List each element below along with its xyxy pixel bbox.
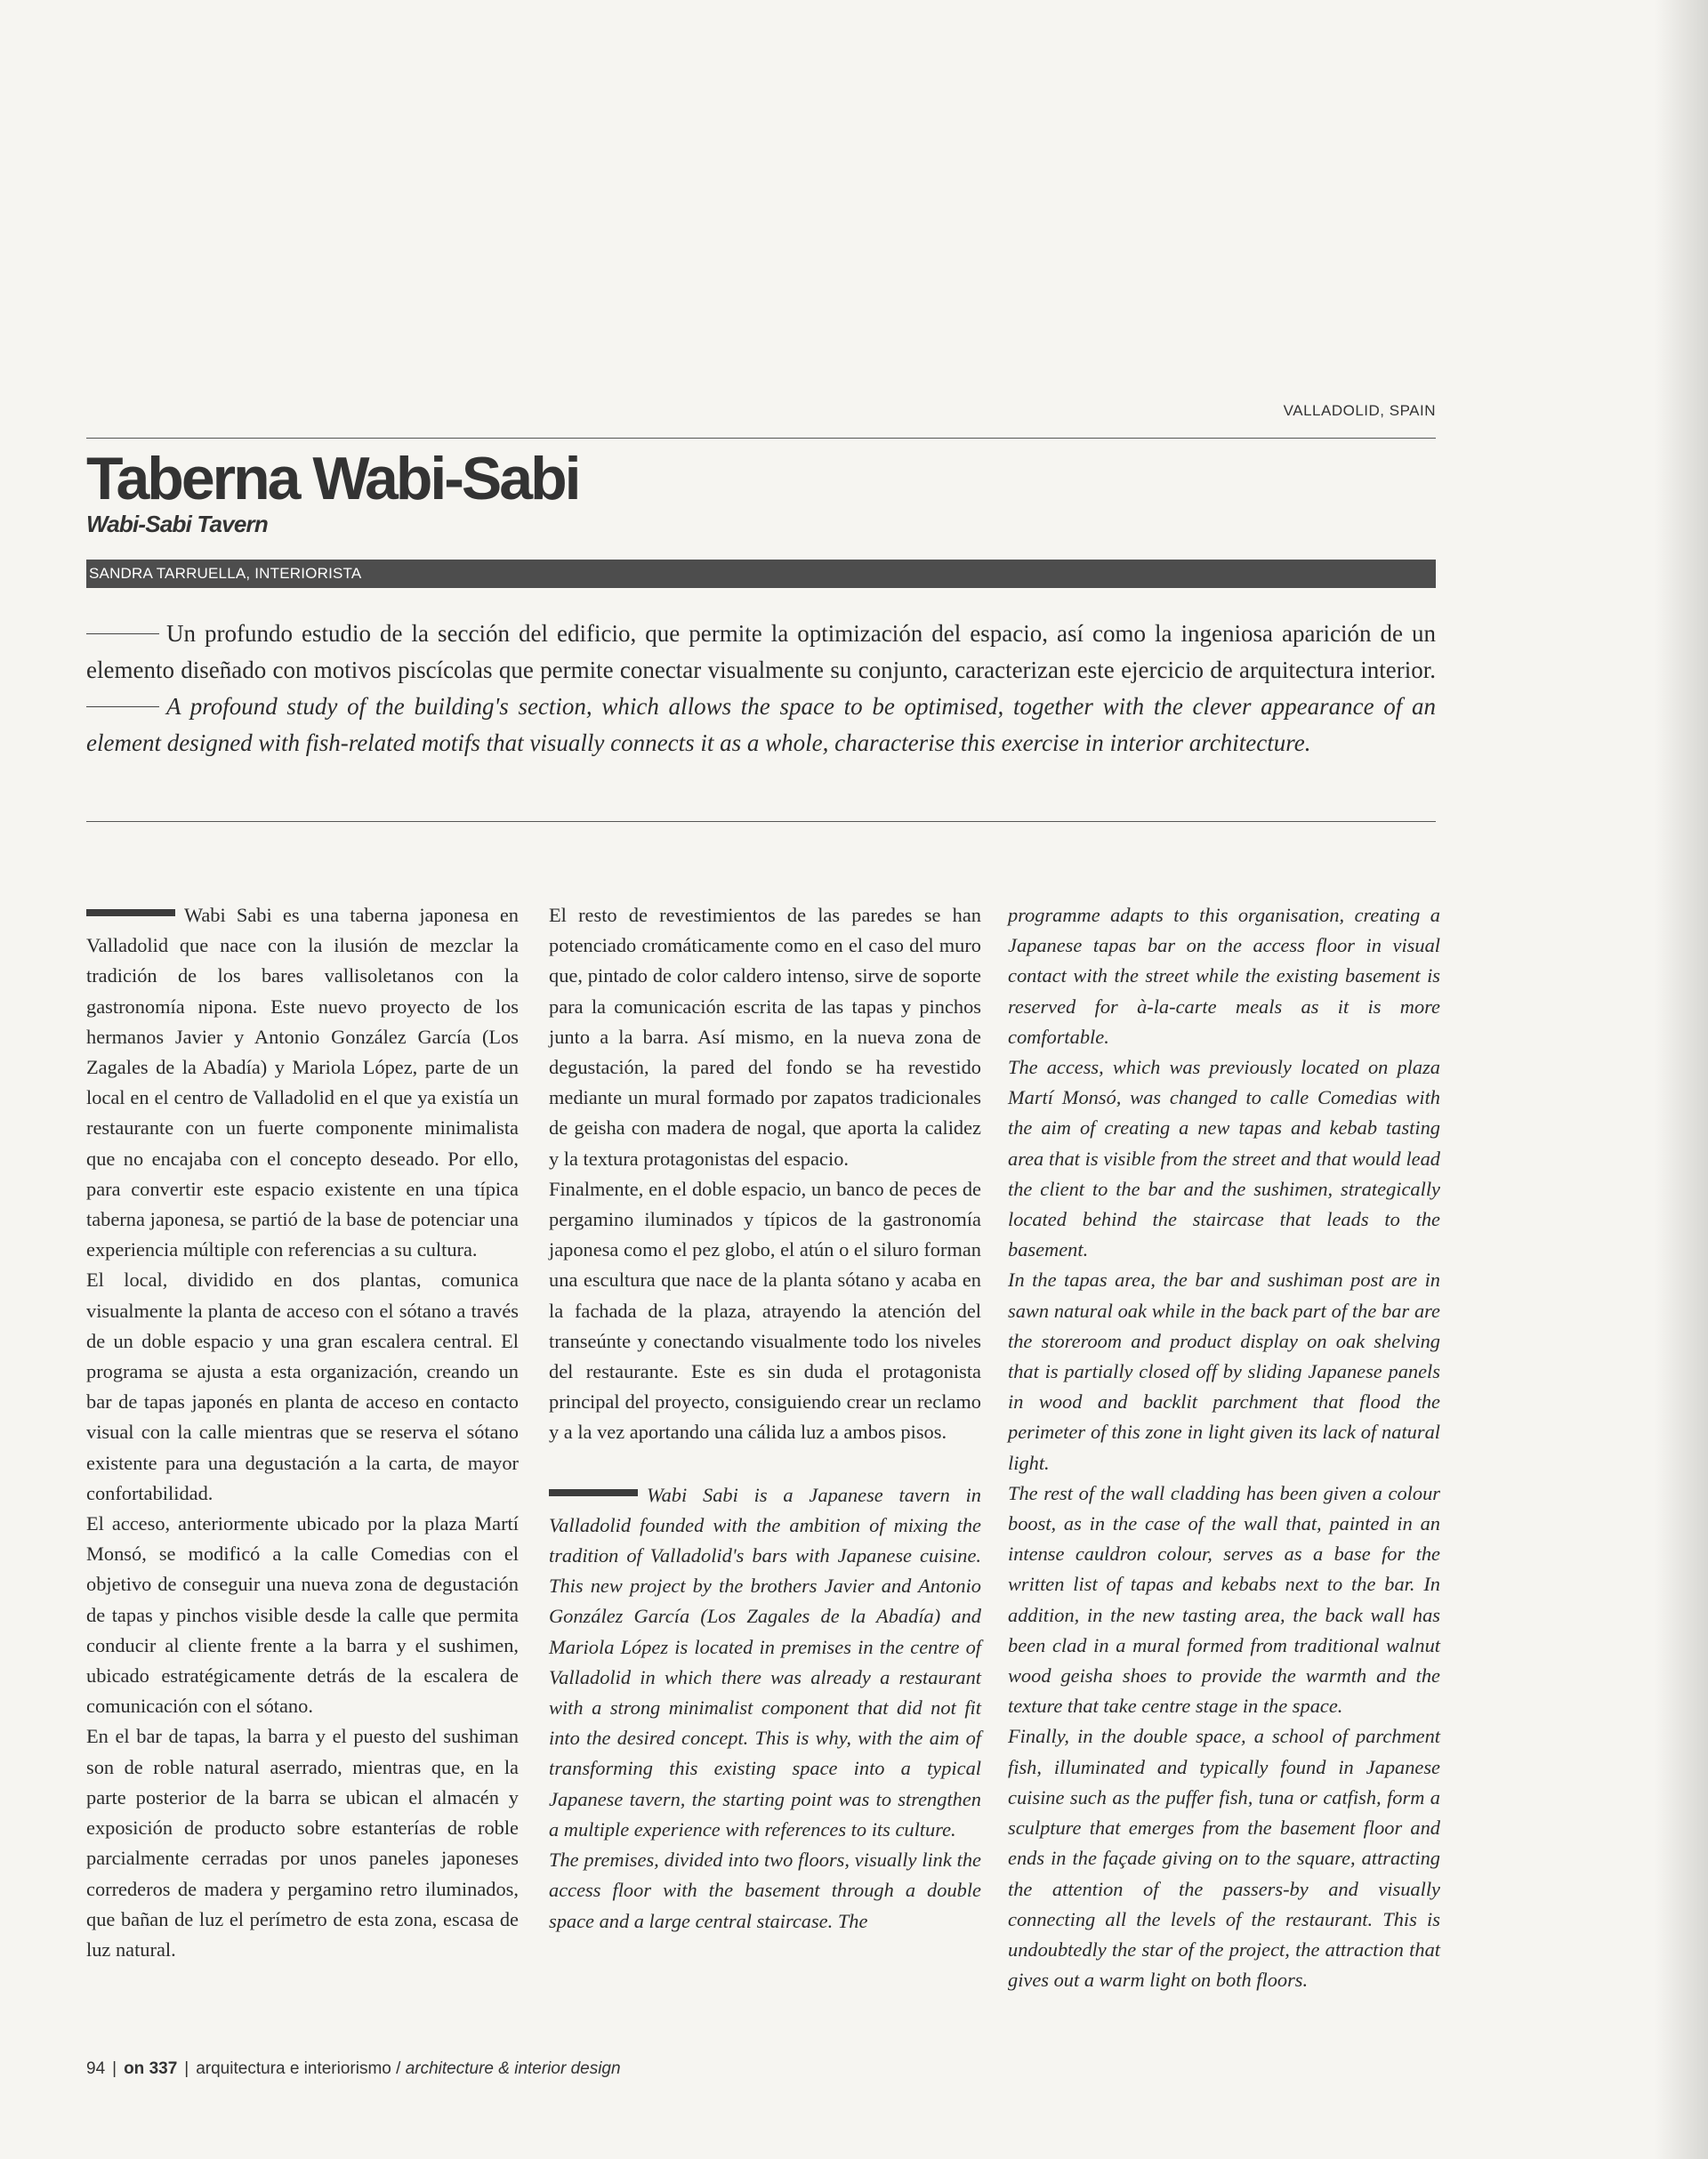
page-gutter-shadow xyxy=(1655,0,1708,2159)
column-2 xyxy=(549,900,981,1937)
column-3 xyxy=(1008,900,1440,1995)
lede-paragraph xyxy=(86,616,1436,761)
section-english: architecture & interior design xyxy=(405,2059,621,2078)
top-divider xyxy=(86,438,1436,439)
body-paragraph-es-2: El local, dividido en dos plantas, comunica visualmente la planta de acceso con el sótano a través de un doble espacio y una gran escalera central. El programa se ajusta a esta organización, creando un bar de tapas japonés en planta de acceso en contacto visual con la calle mientras que se reserva el sótano existente para una degustación a la carta, de mayor confortabilidad. xyxy=(86,1269,519,1504)
body-paragraph-es-6: Finalmente, en el doble espacio, un banco de peces de pergamino iluminados y típicos de la gastronomía japonesa como el pez globo, el atún o el siluro forman una escultura que nace de la planta sótano y acaba en la fachada de la plaza, atrayendo la atención del transeúnte y conectando visualmente todo los niveles del restaurante. Este es sin duda el protagonista principal del proyecto, consiguiendo crear un reclamo y a la vez aportando una cálida luz a ambos pisos. xyxy=(549,1177,981,1444)
body-paragraph-en-6: Finally, in the double space, a school of parchment fish, illuminated and typically found in Japanese cuisine such as the puffer fish, tuna or catfish, form a sculpture that emerges from the basement floor and ends in the façade giving on to the square, attracting the attention of the passers-by and visually connecting all the levels of the restaurant. This is undoubtedly the star of the project, the attraction that gives out a warm light on both floors. xyxy=(1008,1725,1440,1992)
page-number: 94 xyxy=(86,2059,106,2078)
footer-separator: | xyxy=(112,2059,117,2078)
body-paragraph-en-1: Wabi Sabi is a Japanese tavern in Valladolid founded with the ambition of mixing the tradition of Valladolid's bars with Japanese cuisine. This new project by the brothers Javier and Antonio González García (Los Zagales de la Abadía) and Mariola López is located in premises in the centre of Valladolid in which there was already a restaurant with a strong minimalist component that did not fit into the desired concept. This is why, with the aim of transforming this existing space into a typical Japanese tavern, the starting point was to strengthen a multiple experience with references to its culture. xyxy=(549,1483,981,1841)
paragraph-start-bar xyxy=(86,909,175,916)
lede-spanish: Un profundo estudio de la sección del edificio, que permite la optimización del espacio, así como la ingeniosa aparición de un elemento diseñado con motivos piscícolas que permite conectar visualmente su conjunto, caracterizan este ejercicio de arquitectura interior. xyxy=(86,620,1436,683)
lede-divider xyxy=(86,821,1436,822)
location-label: VALLADOLID, SPAIN xyxy=(1283,402,1436,419)
footer-separator-2: | xyxy=(184,2059,189,2078)
lede-dash xyxy=(86,633,159,634)
body-paragraph-en-2a: The premises, divided into two floors, visually link the access floor with the basement through a double space and a large central staircase. The xyxy=(549,1849,981,1932)
body-paragraph-es-5: El resto de revestimientos de las paredes se han potenciado cromáticamente como en el caso del muro que, pintado de color caldero intenso, sirve de soporte para la comunicación escrita de las tapas y pinchos junto a la barra. Así mismo, en la nueva zona de degustación, la pared del fondo se ha revestido mediante un mural formado por zapatos tradicionales de geisha con madera de nogal, que aporta la calidez y la textura protagonistas del espacio. xyxy=(549,904,981,1170)
body-paragraph-en-4: In the tapas area, the bar and sushiman post are in sawn natural oak while in the back part of the bar are the storeroom and product display on oak shelving that is partially closed off by sliding Japanese panels in wood and backlit parchment that flood the perimeter of this zone in light given its lack of natural light. xyxy=(1008,1269,1440,1474)
body-paragraph-en-3: The access, which was previously located on plaza Martí Monsó, was changed to calle Comedias with the aim of creating a new tapas and kebab tasting area that is visible from the street and that would lead the client to the bar and the sushimen, strategically located behind the staircase that leads to the basement. xyxy=(1008,1056,1440,1261)
paragraph-start-bar-en xyxy=(549,1489,638,1496)
author-name: SANDRA TARRUELLA, INTERIORISTA xyxy=(89,565,362,582)
section-spanish: arquitectura e interiorismo xyxy=(196,2059,391,2078)
article-title: Taberna Wabi-Sabi xyxy=(86,445,579,512)
language-gap xyxy=(549,1448,981,1480)
article-subtitle: Wabi-Sabi Tavern xyxy=(86,511,268,537)
body-paragraph-es-3: El acceso, anteriormente ubicado por la plaza Martí Monsó, se modificó a la calle Comedias con el objetivo de conseguir una nueva zona de degustación de tapas y pinchos visible desde la calle que permita conducir al cliente frente a la barra y el sushimen, ubicado estratégicamente detrás de la escalera de comunicación con el sótano. xyxy=(86,1512,519,1718)
body-paragraph-en-2b: programme adapts to this organisation, creating a Japanese tapas bar on the access floor in visual contact with the street while the existing basement is reserved for à-la-carte meals as it is more comfortable. xyxy=(1008,904,1440,1048)
column-1 xyxy=(86,900,519,1965)
body-paragraph-es-4: En el bar de tapas, la barra y el puesto del sushiman son de roble natural aserrado, mientras que, en la parte posterior de la barra se ubican el almacén y exposición de producto sobre estanterías de roble parcialmente cerradas por unos paneles japoneses correderos de madera y pergamino retro iluminados, que bañan de luz el perímetro de esta zona, escasa de luz natural. xyxy=(86,1725,519,1961)
magazine-issue: on 337 xyxy=(124,2059,178,2078)
lede-english: A profound study of the building's section, which allows the space to be optimised, together with the clever appearance of an element designed with fish-related motifs that visually connects it as a whole, characterise this exercise in interior architecture. xyxy=(86,693,1436,756)
page-footer: 94 | on 337 | arquitectura e interiorismo / architecture & interior design xyxy=(86,2059,621,2078)
lede-dash-en xyxy=(86,706,159,707)
body-paragraph-es-1: Wabi Sabi es una taberna japonesa en Valladolid que nace con la ilusión de mezclar la tradición de los bares vallisoletanos con la gastronomía nipona. Este nuevo proyecto de los hermanos Javier y Antonio González García (Los Zagales de la Abadía) y Mariola López, parte de un local en el centro de Valladolid en el que ya existía un restaurante con un fuerte componente minimalista que no encajaba con el concepto deseado. Por ello, para convertir este espacio existente en una típica taberna japonesa, se partió de la base de potenciar una experiencia múltiple con referencias a su cultura. xyxy=(86,904,519,1261)
body-paragraph-en-5: The rest of the wall cladding has been given a colour boost, as in the case of the wall that, painted in an intense cauldron colour, serves as a base for the written list of tapas and kebabs next to the bar. In addition, in the new tasting area, the back wall has been clad in a mural formed from traditional walnut wood geisha shoes to provide the warmth and the texture that take centre stage in the space. xyxy=(1008,1481,1440,1718)
author-bar xyxy=(86,560,1436,588)
